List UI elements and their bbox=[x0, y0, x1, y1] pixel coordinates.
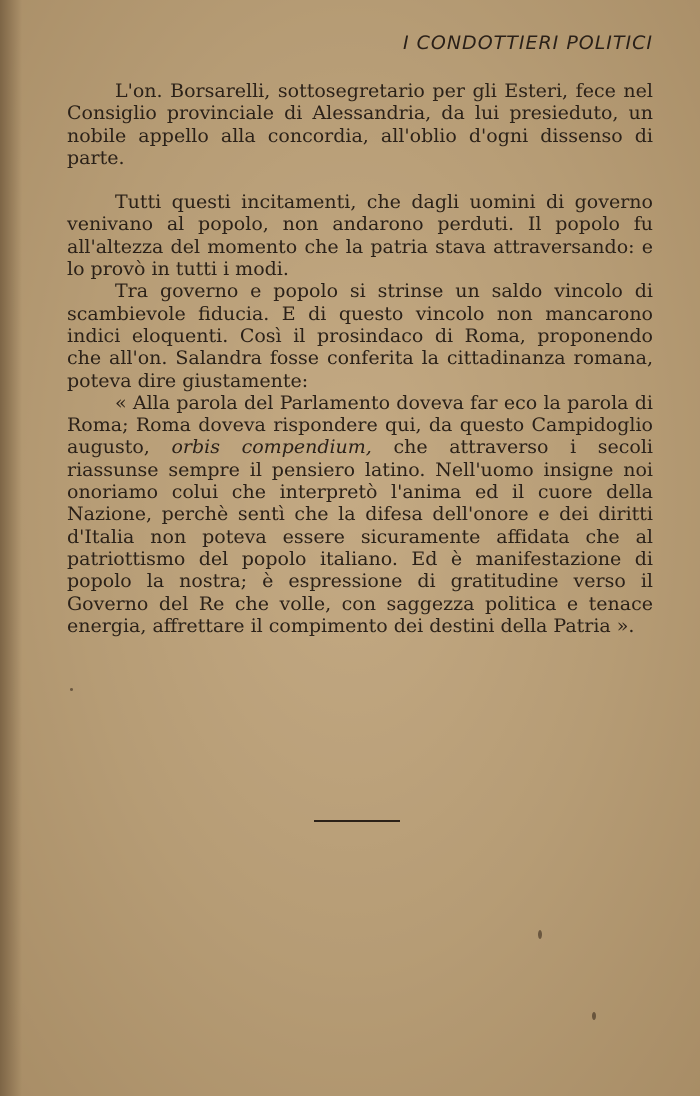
body-text bbox=[67, 80, 653, 637]
quote-italic-phrase: orbis compendium, bbox=[171, 436, 372, 459]
paragraph-4-quote bbox=[67, 392, 653, 637]
book-spine-shadow bbox=[0, 0, 22, 1096]
quote-part-1: « Alla parola del Parlamento doveva far eco la parola di Roma; Roma doveva rispondere qui, da questo Campidoglio augusto, bbox=[67, 391, 653, 459]
paragraph-3: Tra governo e popolo si strinse un saldo vincolo di scambievole fiducia. E di questo vincolo non mancarono indici eloquenti. Così il prosindaco di Roma, proponendo che all'on. Salandra fosse conferita la cittadinanza romana, poteva dire giustamente: bbox=[67, 280, 653, 392]
running-title: I CONDOTTIERI POLITICI bbox=[402, 32, 653, 54]
paper-speck bbox=[538, 930, 542, 939]
section-end-rule bbox=[314, 820, 400, 822]
paragraph-1: L'on. Borsarelli, sottosegretario per gli Esteri, fece nel Consiglio provinciale di Alessandria, da lui presieduto, un nobile appello alla concordia, all'oblio d'ogni dissenso di parte. bbox=[67, 80, 653, 169]
paper-speck bbox=[70, 688, 73, 691]
paper-speck bbox=[592, 1012, 596, 1020]
paragraph-2: Tutti questi incitamenti, che dagli uomini di governo venivano al popolo, non andarono perduti. Il popolo fu all'altezza del momento che la patria stava attraversando: e lo provò in tutti i modi. bbox=[67, 191, 653, 281]
quote-part-2: che attraverso i secoli riassunse sempre il pensiero latino. Nell'uomo insigne noi onoriamo colui che interpretò l'anima ed il cuore della Nazione, perchè sentì che la difesa dell'onore e dei diritti d'Italia non poteva essere sicuramente affidata che al patriottismo del popolo italiano. Ed è manifestazione di popolo la nostra; è espressione di gratitudine verso il Governo del Re che volle, con saggezza politica e tenace energia, affrettare il compimento dei destini della Patria ». bbox=[67, 436, 654, 637]
